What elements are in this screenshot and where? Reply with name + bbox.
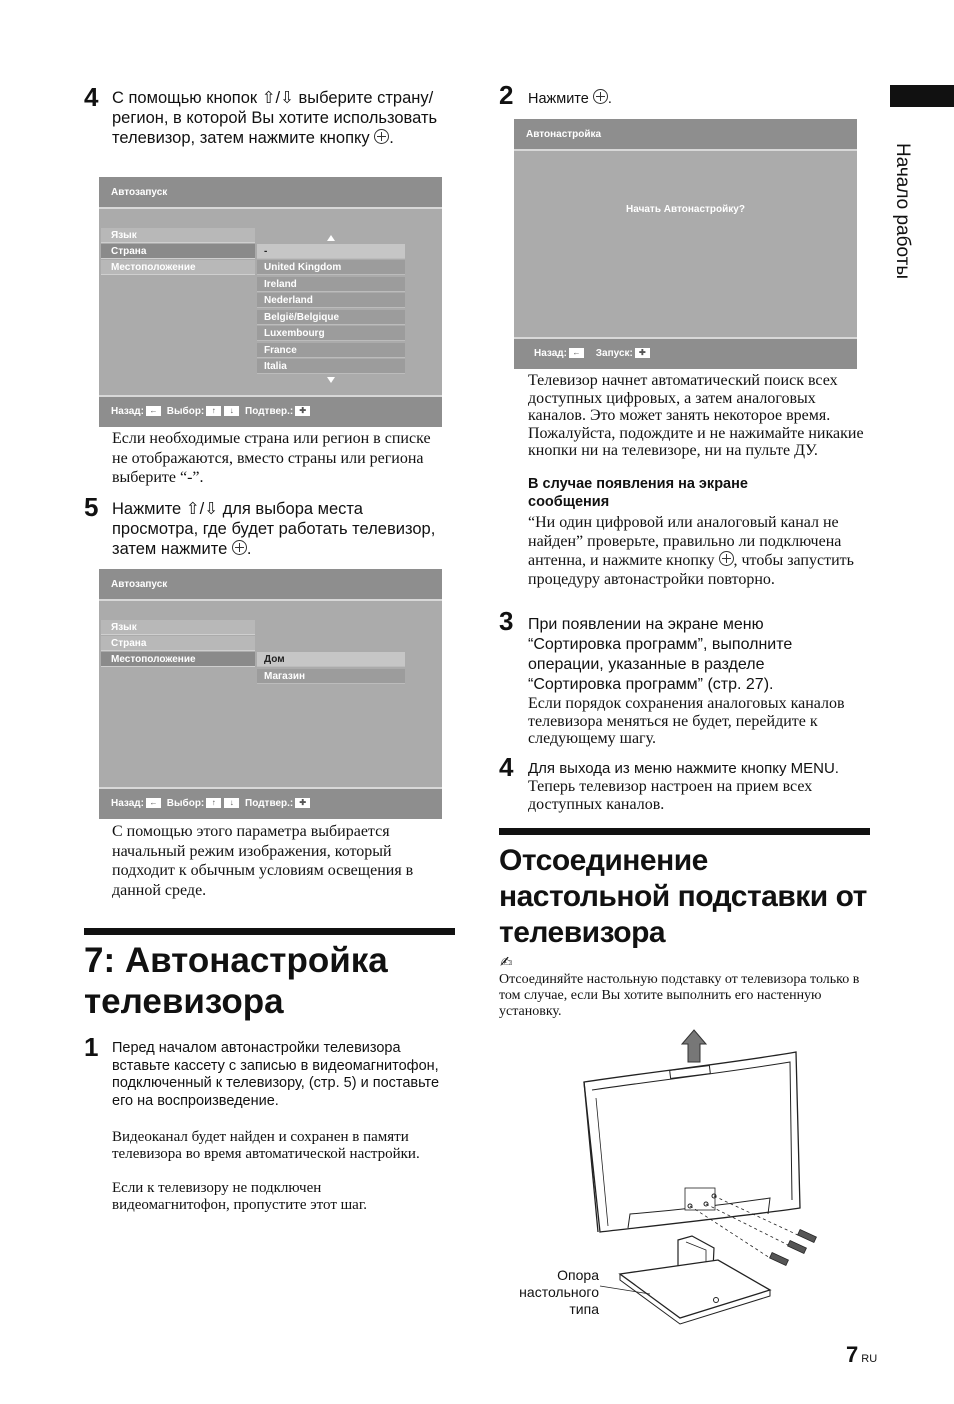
step-2-number: 2 <box>499 80 514 110</box>
option-home[interactable]: Дом <box>257 652 405 667</box>
osd-header: Автозапуск <box>99 569 442 601</box>
note-autosearch: Телевизор начнет автоматический поиск всех доступных цифровых, а затем аналоговых каналов. Это может занять некоторое время. Пожалуйста, подождите и не нажимайте никакие кнопки ни на телевизоре, ни на пульте ДУ. <box>528 372 864 459</box>
option-item[interactable]: Italia <box>257 359 405 374</box>
note-location: С помощью этого параметра выбирается начальный режим изображения, который подходит к обычным условиям освещения в данной среде. <box>112 823 414 899</box>
section-title-autotune: 7: Автонастройка телевизора <box>84 941 388 1021</box>
step-1-text: Перед началом автонастройки телевизора вставьте кассету с записью в видеомагнитофон, подключенный к телевизору, (стр. 5) и поставьте его на воспроизведение. <box>112 1040 440 1109</box>
enter-key-icon: ✚ <box>295 798 310 808</box>
section-rule <box>499 828 870 835</box>
option-item[interactable]: Ireland <box>257 277 405 292</box>
stand-label: Опора настольного типа <box>519 1267 599 1317</box>
scroll-down-icon[interactable] <box>327 377 335 383</box>
step-5-text: Нажмите ⇧/⇩ для выбора места просмотра, где будет работать телевизор, затем нажмите . <box>112 500 436 558</box>
option-item[interactable]: - <box>257 244 405 259</box>
up-key-icon: ↑ <box>206 798 221 808</box>
subhead-message: В случае появления на экране сообщения <box>528 476 748 510</box>
menu-item-language[interactable]: Язык <box>101 228 255 243</box>
osd-footer: Назад: ← Запуск: ✚ <box>514 337 857 369</box>
step-4b-number: 4 <box>499 752 514 782</box>
back-key-icon: ← <box>146 406 161 416</box>
menu-item-country[interactable]: Страна <box>101 244 255 259</box>
step-3-number: 3 <box>499 606 514 636</box>
step-4-text: С помощью кнопок ⇧/⇩ выберите страну/регион, в которой Вы хотите использовать телевизор, затем нажмите кнопку . <box>112 89 438 147</box>
osd-autostart-location <box>99 569 442 819</box>
section-title-stand: Отсоединение настольной подставки от телевизора <box>499 844 867 949</box>
step-4b-text: Для выхода из меню нажмите кнопку MENU. <box>528 760 839 777</box>
side-tab-label: Начало работы <box>892 142 913 279</box>
option-item[interactable]: Luxembourg <box>257 326 405 341</box>
osd-footer: Назад: ← Выбор: ↑ ↓ Подтвер.: ✚ <box>99 787 442 819</box>
scroll-up-icon[interactable] <box>327 235 335 241</box>
up-down-arrows-icon: ⇧/⇩ <box>185 500 219 518</box>
back-key-icon: ← <box>569 348 584 358</box>
step-2-text: Нажмите . <box>528 91 612 107</box>
osd-footer: Назад: ← Выбор: ↑ ↓ Подтвер.: ✚ <box>99 395 442 427</box>
option-item[interactable]: United Kingdom <box>257 260 405 275</box>
step-3-text: При появлении на экране меню “Сортировка программ”, выполните операции, указанные в разделе “Сортировка программ” (стр. 27). <box>528 616 793 693</box>
enter-key-icon: ✚ <box>295 406 310 416</box>
menu-item-location[interactable]: Местоположение <box>101 260 255 275</box>
down-key-icon: ↓ <box>224 406 239 416</box>
up-key-icon: ↑ <box>206 406 221 416</box>
osd-header: Автозапуск <box>99 177 442 209</box>
osd-autotune <box>514 119 857 369</box>
note-sort-order: Если порядок сохранения аналоговых каналов телевизора меняться не будет, перейдите к следующему шагу. <box>528 695 845 747</box>
enter-key-icon: ✚ <box>635 348 650 358</box>
note-country: Если необходимые страна или регион в списке не отображаются, вместо страны или региона выберите “-”. <box>112 430 431 486</box>
enter-button-icon <box>232 540 247 555</box>
back-key-icon: ← <box>146 798 161 808</box>
step-1-number: 1 <box>84 1032 99 1062</box>
osd-autostart-country <box>99 177 442 427</box>
enter-button-icon <box>374 129 389 144</box>
enter-button-icon <box>593 89 608 104</box>
enter-button-icon <box>719 551 734 566</box>
autotune-prompt: Начать Автонастройку? <box>626 204 745 215</box>
up-down-arrows-icon: ⇧/⇩ <box>261 89 294 107</box>
osd-header: Автонастройка <box>514 119 857 151</box>
section-rule <box>84 928 455 935</box>
note-tv-ready: Теперь телевизор настроен на прием всех доступных каналов. <box>528 778 813 813</box>
note-detach-stand: Отсоединяйте настольную подставку от телевизора только в том случае, если Вы хотите выполнить его настенную установку. <box>499 972 860 1019</box>
step-4-number: 4 <box>84 82 99 112</box>
note-no-vcr: Если к телевизору не подключен видеомагнитофон, пропустите этот шаг. <box>112 1180 368 1213</box>
menu-item-language[interactable]: Язык <box>101 620 255 635</box>
option-item[interactable]: België/Belgique <box>257 310 405 325</box>
page-number: 7 RU <box>846 1342 878 1367</box>
menu-item-country[interactable]: Страна <box>101 636 255 651</box>
note-video-channel: Видеоканал будет найден и сохранен в памяти телевизора во время автоматической настройки. <box>112 1129 420 1162</box>
option-item[interactable]: France <box>257 343 405 358</box>
menu-item-location[interactable]: Местоположение <box>101 652 255 667</box>
option-shop[interactable]: Магазин <box>257 669 405 684</box>
note-no-channel: “Ни один цифровой или аналоговый канал не найден” проверьте, правильно ли подключена антенна, и нажмите кнопку , чтобы запустить процедуру автонастройки повторно. <box>528 514 854 588</box>
option-item[interactable]: Nederland <box>257 293 405 308</box>
down-key-icon: ↓ <box>224 798 239 808</box>
step-5-number: 5 <box>84 492 99 522</box>
note-pencil-icon: ✍ <box>500 953 513 971</box>
